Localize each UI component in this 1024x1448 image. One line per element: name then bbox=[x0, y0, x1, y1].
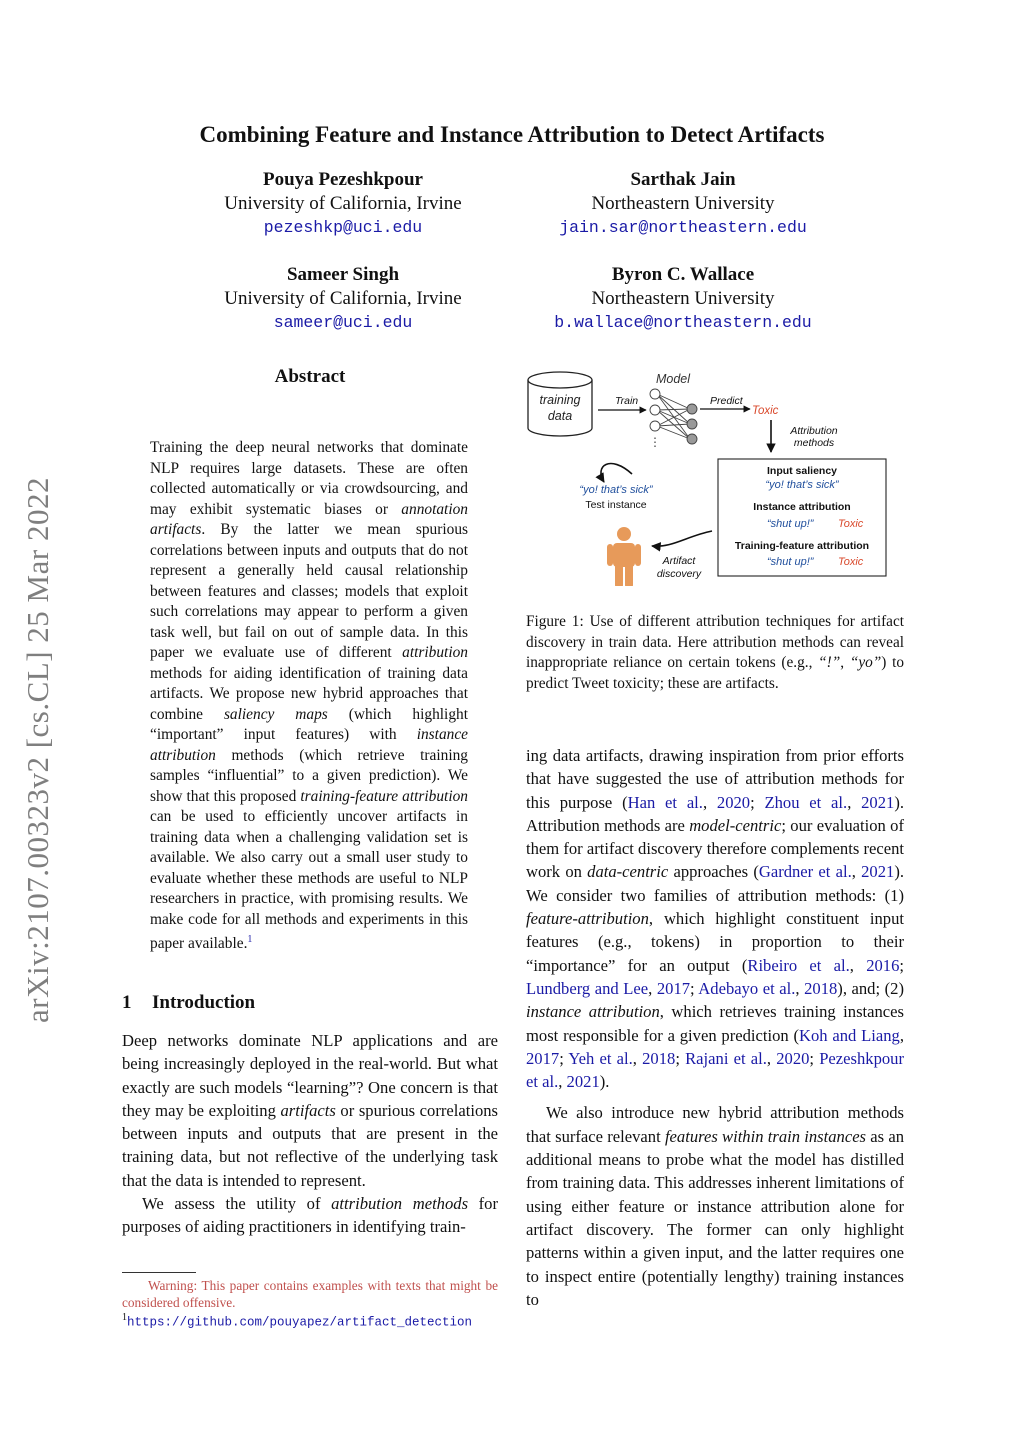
author-name: Byron C. Wallace bbox=[611, 264, 755, 285]
test-instance-arrow bbox=[601, 464, 632, 482]
training-feature-text: “shut up!” bbox=[767, 556, 814, 568]
paragraph: We also introduce new hybrid attribution methods that surface relevant features within train instances as an additional means to probe what the model has distilled from training data. This addresses inherent limitations of using either feature or instance attribution alone for artifact discovery. The former can only highlight patterns within a given input, and the latter requires one to inspect entire (potentially lengthy) training instances to bbox=[526, 1103, 904, 1309]
author-name: Sarthak Jain bbox=[630, 169, 736, 190]
citation-link[interactable]: 2021 bbox=[861, 792, 895, 812]
user-person-icon bbox=[607, 527, 641, 586]
author-email[interactable]: sameer@uci.edu bbox=[273, 313, 413, 332]
arxiv-id: arXiv:2107.00323v2 [cs.CL] 25 Mar 2022 bbox=[20, 477, 55, 1023]
citation-link[interactable]: Gardner et al. bbox=[758, 862, 852, 882]
training-feature-toxic: Toxic bbox=[838, 556, 864, 568]
figure-1 bbox=[522, 366, 904, 586]
citation-link[interactable]: Pezeshkpour et al. bbox=[526, 1048, 904, 1092]
author-affiliation: Northeastern University bbox=[591, 193, 775, 214]
citation-link[interactable]: Yeh et al. bbox=[568, 1048, 633, 1068]
citation-link[interactable]: 2016 bbox=[866, 955, 900, 975]
model-label: Model bbox=[655, 372, 691, 386]
intro-right-column bbox=[526, 744, 904, 1311]
author-email[interactable]: jain.sar@northeastern.edu bbox=[559, 218, 807, 237]
citation-link[interactable]: 2021 bbox=[566, 1072, 600, 1092]
footnote-divider bbox=[122, 1272, 196, 1273]
author-block-4 bbox=[503, 263, 863, 335]
citation-link[interactable]: Koh and Liang bbox=[799, 1025, 900, 1045]
citation-link[interactable]: Lundberg and Lee bbox=[526, 978, 649, 998]
training-data-label: training bbox=[539, 393, 581, 407]
artifact-discovery-arrow bbox=[652, 531, 712, 546]
predict-label: Predict bbox=[710, 395, 743, 407]
paper-title: Combining Feature and Instance Attribution to Detect Artifacts bbox=[199, 122, 825, 147]
content-warning: Warning: This paper contains examples with texts that might be considered offensive. bbox=[122, 1278, 498, 1310]
author-block-3 bbox=[163, 263, 523, 335]
test-instance-label: Test instance bbox=[585, 499, 647, 511]
citation-link[interactable]: Zhou et al. bbox=[764, 792, 848, 812]
prediction-toxic: Toxic bbox=[752, 405, 779, 417]
footnote-1: $^1$https://github.com/pouyapez/artifact_detection bbox=[122, 1312, 473, 1330]
train-label: Train bbox=[615, 395, 639, 407]
author-email[interactable]: pezeshkp@uci.edu bbox=[263, 218, 423, 237]
code-link[interactable]: https://github.com/pouyapez/artifact_detection bbox=[127, 1315, 473, 1330]
section-heading-introduction: 1 Introduction bbox=[122, 992, 256, 1013]
citation-link[interactable]: Han et al. bbox=[627, 792, 703, 812]
paragraph: Deep networks dominate NLP applications and are being increasingly deployed in the real-world. But what exactly are such models “learning”? One concern is that they may be exploiting artifacts or spurious correlations between inputs and outputs that are present in the training data, but not reflective of the underlying task that the data is intended to represent. bbox=[122, 1031, 498, 1190]
attribution-methods-label: Attribution bbox=[790, 425, 838, 437]
svg-text:methods: methods bbox=[793, 437, 835, 449]
svg-text:data: data bbox=[547, 409, 573, 423]
citation-link[interactable]: 2020 bbox=[716, 792, 751, 812]
figure-caption: Figure 1: Use of different attribution techniques for artifact discovery in train data. Here attribution methods can reveal inappropriate reliance on certain tokens (e.g., “!”, “yo”) to predict Tweet toxicity; these are artifacts. bbox=[526, 613, 904, 692]
author-block-1 bbox=[163, 168, 523, 240]
instance-attribution-toxic: Toxic bbox=[838, 518, 864, 530]
citation-link[interactable]: 2017 bbox=[656, 978, 691, 998]
author-affiliation: Northeastern University bbox=[591, 288, 775, 309]
citation-link[interactable]: 2021 bbox=[861, 862, 895, 882]
citation-link[interactable]: 2018 bbox=[804, 978, 838, 998]
abstract-heading: Abstract bbox=[274, 366, 346, 387]
citation-link[interactable]: 2017 bbox=[526, 1048, 560, 1068]
input-saliency-label: Input saliency bbox=[766, 465, 838, 477]
instance-attribution-text: “shut up!” bbox=[767, 518, 814, 530]
abstract-body: Training the deep neural networks that dominate NLP requires large datasets. These are often collected automatically or via crowdsourcing, and may exhibit systematic biases or annotation artifacts. By the latter we mean spurious correlations between inputs and outputs that do not represent a generally held causal relationship between features and classes; models that exploit such correlations may appear to perform a given task well, but fail on out of sample data. In this paper we evaluate use of different attribution methods for aiding identification of training data artifacts. We propose new hybrid approaches that combine saliency maps (which highlight “important” input features) with instance attribution methods (which retrieve training samples “influential” to a given prediction). We show that this proposed training-feature attribution can be used to efficiently uncover artifacts in training data when a challenging validation set is available. We also carry out a small user study to evaluate whether these methods are useful to NLP researchers in practice, with promising results. We make code for all methods and experiments in this paper available.$^1$ bbox=[150, 439, 468, 953]
input-saliency-text: “yo! that’s sick” bbox=[765, 479, 839, 491]
author-name: Pouya Pezeshkpour bbox=[263, 169, 423, 190]
citation-link[interactable]: 2018 bbox=[642, 1048, 676, 1068]
training-data-cylinder-icon bbox=[528, 372, 592, 436]
author-affiliation: University of California, Irvine bbox=[224, 193, 462, 214]
author-affiliation: University of California, Irvine bbox=[224, 288, 462, 309]
ellipsis-icon: ⋮ bbox=[649, 435, 661, 449]
artifact-discovery-label: Artifact bbox=[662, 555, 696, 567]
training-feature-attribution-label: Training-feature attribution bbox=[734, 540, 870, 552]
citation-link[interactable]: Adebayo et al. bbox=[698, 978, 796, 998]
paragraph: We assess the utility of attribution methods for purposes of aiding practitioners in identifying train- bbox=[122, 1194, 498, 1237]
citation-link[interactable]: 2020 bbox=[776, 1048, 810, 1068]
test-instance-quote: “yo! that’s sick” bbox=[579, 484, 653, 496]
instance-attribution-label: Instance attribution bbox=[753, 501, 851, 513]
author-name: Sameer Singh bbox=[286, 264, 400, 285]
citation-link[interactable]: Ribeiro et al. bbox=[747, 955, 850, 975]
intro-left-column bbox=[122, 1029, 498, 1239]
svg-text:discovery: discovery bbox=[656, 568, 702, 580]
author-email[interactable]: b.wallace@northeastern.edu bbox=[554, 313, 812, 332]
author-block-2 bbox=[503, 168, 863, 240]
footnote-mark[interactable]: 1 bbox=[247, 934, 253, 945]
paragraph: ing data artifacts, drawing inspiration from prior efforts that have suggested the use of attribution methods for this purpose (Han et al., 2020; Zhou et al., 2021). Attribution methods are model-centric; our evaluation of them for artifact discovery therefore complements recent work on data-centric approaches (Gardner et al., 2021). We consider two families of attribution methods: (1) feature-attribution, which highlight constituent input features (e.g., tokens) in proportion to their “importance” for an output (Ribeiro et al., 2016; Lundberg and Lee, 2017; Adebayo et al., 2018), and; (2) instance attribution, which retrieves training instances most responsible for a given prediction (Koh and Liang, 2017; Yeh et al., 2018; Rajani et al., 2020; Pezeshkpour et al., 2021). bbox=[526, 746, 905, 1092]
citation-link[interactable]: Rajani et al. bbox=[685, 1048, 767, 1068]
